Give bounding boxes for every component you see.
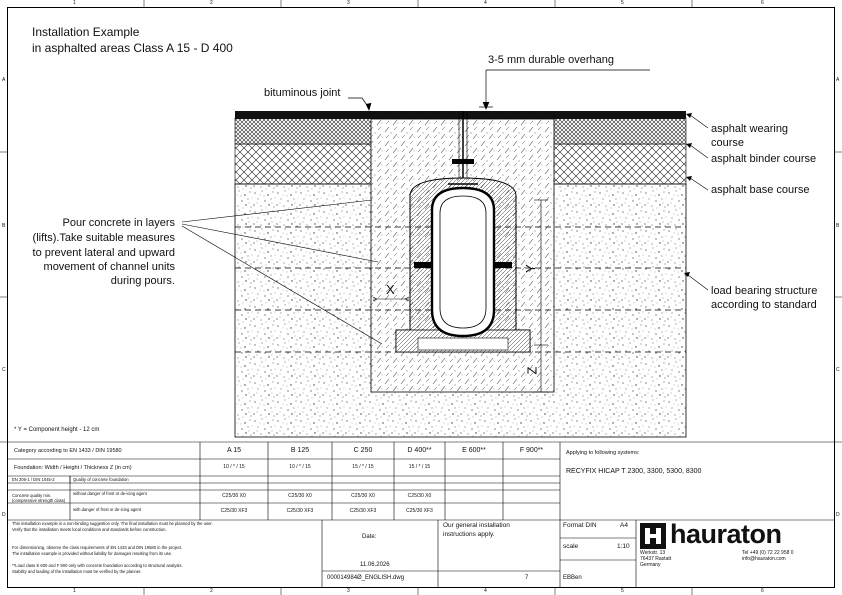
pour-note-3: to prevent lateral and upward — [32, 247, 175, 259]
date-value: 11.06.2026 — [360, 562, 390, 568]
pour-note-4: movement of channel units — [43, 261, 175, 273]
foundation-d400: 15 / * / 15 — [408, 464, 431, 470]
foundation-label: Foundation: Width / Height / Thickness Z (in cm) — [14, 465, 132, 471]
class-a15: A 15 — [226, 447, 241, 454]
dry-a15: C25/30 X0 — [222, 493, 246, 499]
address-street: Werkstr. 13 — [640, 550, 666, 556]
address-city: 76437 Rastatt — [640, 556, 672, 562]
applying-label: Applying to following systems: — [566, 450, 640, 456]
note-3: For dimensioning, observe the class requirements of EN 1433 and DIN 19580 in the project. — [12, 545, 183, 550]
row-a-left: A — [2, 77, 6, 83]
author-initials: EBBen — [563, 575, 582, 581]
class-d400: D 400** — [407, 447, 432, 454]
pour-note-1: Pour concrete in layers — [62, 217, 175, 229]
dimension-x-label: X — [386, 282, 395, 297]
address-country: Germany — [640, 562, 661, 568]
asphalt-wearing-course — [235, 111, 686, 119]
sheet-number: 7 — [525, 575, 529, 581]
row-c-right: C — [836, 367, 840, 373]
contact-email: info@hauraton.com — [742, 556, 786, 562]
col-2-bottom: 2 — [210, 588, 213, 594]
exposure-label: Concrete quality min. (compressive strength class) — [12, 493, 66, 504]
note-4: The installation example is provided without liability for damages resulting from its use. — [12, 551, 173, 556]
frost-a15: C25/30 XF3 — [220, 508, 248, 514]
scale-label: scale — [563, 543, 579, 550]
row-b-left: B — [2, 223, 6, 229]
general-instructions-1: Our general installation — [443, 522, 510, 529]
note-5: **Load class E 600 and F 900 only with concrete foundation according to structural analysis. — [12, 563, 183, 568]
col-6-bottom: 6 — [761, 588, 764, 594]
col-3-top: 3 — [347, 0, 350, 6]
col-1-top: 1 — [73, 0, 76, 6]
standard-ref: EN 206-1 / DIN 1045-2 — [12, 477, 55, 482]
phone-number: Tel +49 (0) 72 22 958 0 — [742, 550, 794, 556]
dimension-z-label: Z — [524, 366, 540, 375]
category-label: Category according to EN 1433 / DIN 19580 — [14, 448, 122, 454]
row-d-left: D — [2, 512, 6, 518]
systems-list: RECYFIX HICAP T 2300, 3300, 5300, 8300 — [566, 468, 702, 475]
overhang-marker — [479, 70, 650, 109]
row-d-right: D — [836, 512, 840, 518]
dry-b125: C25/30 X0 — [288, 493, 312, 499]
class-e600: E 600** — [462, 447, 486, 454]
binder-course-label: asphalt binder course — [711, 153, 817, 165]
pour-note-5: during pours. — [110, 275, 175, 287]
row-c-left: C — [2, 367, 6, 373]
company-name: hauraton — [670, 519, 782, 549]
dimension-y-label: Y — [522, 264, 538, 273]
wearing-course-label-2: course — [711, 137, 745, 149]
dry-condition-label: without danger of frost or de-icing agent — [73, 491, 147, 496]
pour-note-2: (lifts).Take suitable measures — [32, 232, 175, 244]
frost-b125: C25/30 XF3 — [286, 508, 314, 514]
date-label: Date: — [362, 534, 377, 540]
frost-c250: C25/30 XF3 — [349, 508, 377, 514]
note-6: Stability and loading of the installation must be verified by the planner. — [12, 569, 142, 574]
class-f900: F 900** — [519, 447, 544, 454]
layer-leaders — [688, 115, 708, 290]
frost-d400: C25/30 XF3 — [406, 508, 433, 514]
load-structure-label-1: load bearing structure — [711, 285, 818, 297]
overhang-label: 3-5 mm durable overhang — [488, 54, 614, 66]
quality-label: Quality of concrete foundation — [73, 477, 129, 482]
row-b-right: B — [836, 223, 840, 229]
bituminous-joint-label: bituminous joint — [264, 87, 341, 99]
dry-d400: C25/30 X0 — [407, 493, 432, 499]
load-structure-label-2: according to standard — [711, 299, 817, 311]
base-course-label: asphalt base course — [711, 184, 810, 196]
format-value: A4 — [620, 522, 628, 529]
drawing-number: 000014984Ø_ENGLISH.dwg — [327, 575, 405, 581]
col-3-bottom: 3 — [347, 588, 350, 594]
col-2-top: 2 — [210, 0, 213, 6]
col-5-bottom: 5 — [621, 588, 624, 594]
format-label: Format DIN — [563, 522, 597, 529]
foundation-c250: 15 / * / 15 — [352, 464, 374, 470]
row-a-right: A — [836, 77, 840, 83]
foundation-b125: 10 / * / 15 — [289, 464, 311, 470]
col-1-bottom: 1 — [73, 588, 76, 594]
wearing-course-label: asphalt wearing — [711, 123, 789, 135]
col-4-bottom: 4 — [484, 588, 487, 594]
bituminous-joint-leader — [348, 98, 371, 110]
page-subtitle: in asphalted areas Class A 15 - D 400 — [32, 41, 233, 55]
note-2: Verify that the installation meets local conditions and standards before construction. — [12, 527, 167, 532]
class-c250: C 250 — [353, 447, 373, 454]
foundation-a15: 10 / * / 15 — [223, 464, 245, 470]
col-4-top: 4 — [484, 0, 487, 6]
col-6-top: 6 — [761, 0, 764, 6]
frost-condition-label: with danger of frost or de-icing agent — [73, 507, 141, 512]
col-5-top: 5 — [621, 0, 624, 6]
hauraton-logo-icon — [640, 523, 666, 549]
scale-value: 1:10 — [617, 543, 630, 550]
dry-c250: C25/30 X0 — [351, 493, 375, 499]
component-height-footnote: * Y = Component height - 12 cm — [14, 427, 100, 433]
page-title: Installation Example — [32, 25, 140, 39]
note-1: This installation example is a non-binding suggestion only. The final installation must be planned by the user. — [12, 521, 213, 526]
general-instructions-2: instructions apply. — [443, 531, 495, 538]
class-b125: B 125 — [290, 447, 310, 454]
